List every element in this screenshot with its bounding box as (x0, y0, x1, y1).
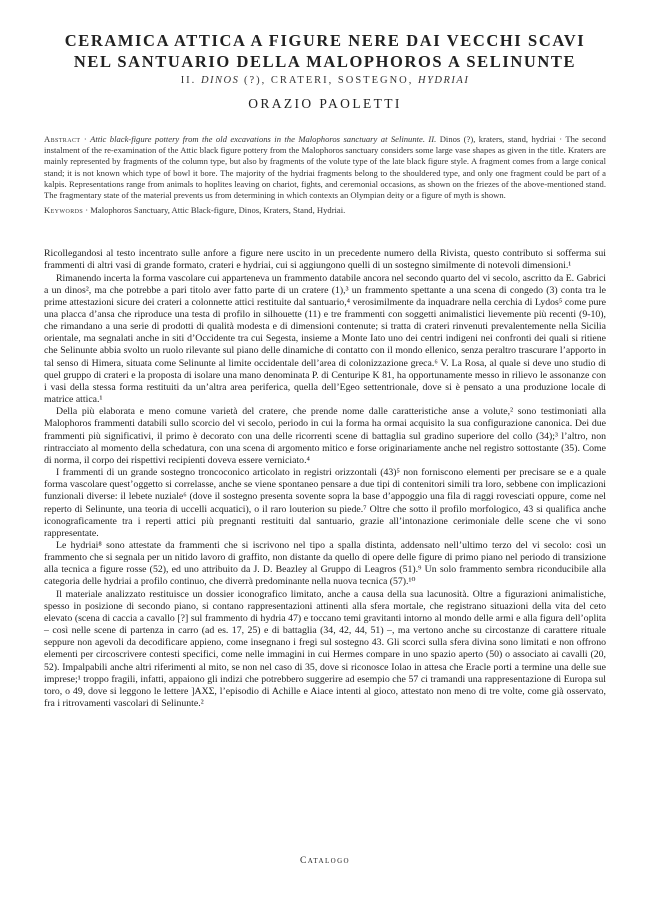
abstract-text: Dinos (?), krаters, stand, hydriai · The second instalment of the re-examination of the Attic black figure pottery from the Malophoros sanctuary considers some large vase shapes as given in the title. Kraters are mainly represented by fragments of the column type, but also by fragments of the volute type of the late black figure style. A fragment comes from a large conical stand; it is not known which type of bowl it bore. The majority of the hydriai fragments belong to the shouldered type, and only one fragment could be part of a kalpis. Representations range from animals to hoplites leaving on chariot, fights, and ceremonial occasions, as shown on the friezes of the above-mentioned stand. The fragmentary state of the material prevents us from determining in which contexts an Olympian deity or a figure of myth is shown. (44, 134, 606, 201)
keywords-label: Keywords (44, 205, 84, 216)
abstract-italic-title: Attic black-figure pottery from the old excavations in the Malophoros sanctuary at Selinunte. II. (90, 134, 437, 144)
body-paragraph-4: I frammenti di un grande sostegno troncoconico articolato in registri orizzontali (43)⁵ non forniscono elementi per precisare se e a quale forma vascolare quest’oggetto si correlasse, anche se viene spontaneo pensare a due tipi di contenitori simili tra loro, sebbene con implicazioni funzionali diverse: il lebete nuziale⁶ (dove il sostegno presenta sovente sopra la base d’appoggio una fila di raggi rovesciati oppure, come nel reperto di Selinunte, una teoria di uccelli acquatici), o il raro louterion su piede.⁷ Oltre che sotto il profilo morfologico, 43 si qualifica anche iconograficamente tra i reperti attici più pregnanti restituiti dal santuario, grazie all’intonazione cerimoniale delle scene che vi sono rappresentate. (44, 467, 606, 539)
title-line-1: CERAMICA ATTICA A FIGURE NERE DAI VECCHI SCAVI (64, 31, 586, 50)
abstract-label: Abstract (44, 134, 81, 144)
keywords-text: · Malophoros Sanctuary, Attic Black-figure, Dinos, Kraters, Stand, Hydriai. (83, 205, 346, 216)
subtitle-dinos: DINOS (200, 75, 240, 86)
keywords (44, 205, 606, 216)
author-name: ORAZIO PAOLETTI (248, 96, 402, 111)
body-paragraph-1: Ricollegandosi al testo incentrato sulle anfore a figure nere uscito in un precedente numero della Rivista, questo contributo si sofferma sui frammenti di altri vasi di grande formato, crateri e hydriai, cui si aggiungono quelli di un sostegno similmente di notevoli dimensioni.¹ (44, 248, 606, 272)
subtitle-part-1: II. (180, 75, 201, 86)
body-paragraph-6: Il materiale analizzato restituisce un dossier iconografico limitato, anche a causa della sua lacunosità. Oltre a figurazioni animalistiche, spesso in posizione di secondo piano, si contano rappresentazioni attinenti alla sfera mortale, che registrano situazioni della vita del ceto elevato (scena di caccia a cavallo [?] sul frammento di hydria 47) e toccano temi gravitanti intorno al mondo delle armi e alla figura dell’oplita – così nelle scene di partenza in carro (ad es. 17, 25) e di battaglia (34, 42, 44, 51) –, ma vertono anche su circostanze di carattere rituale seppure non agevoli da decodificare appieno, come insegnano i fregi sul sostegno 43. Gli scorci sulla sfera divina sono limitati e non offrono elementi per circoscrivere contesti specifici, come nelle immagini in cui Hermes compare in uno spazio aperto (50) o associato ai cavalli (20, 52). Impalpabili anche altri riferimenti al mito, se non nel caso di 35, dove si riconosce Iolao in attesa che Eracle porti a termine una delle sue imprese;¹ troppo fragili, infatti, appaiono gli indizi che potrebbero suggerire ad esempio che 57 ci tramandi una rappresentazione di Europa sul toro, o 49, dove si leggono le lettere ]ΑΧΣ, l’episodio di Achille e Aiace intenti al gioco, attestato non meno di tre volte, come già osservato, fra i ritrovamenti vascolari di Selinunte.² (44, 588, 606, 709)
title-line-2: NEL SANTUARIO DELLA MALOPHOROS A SELINUNTE (73, 52, 577, 71)
subtitle-hydriai: HYDRIAI (417, 75, 470, 86)
article-body (44, 248, 606, 710)
body-paragraph-3: Della più elaborata e meno comune varietà del cratere, che prende nome dalle caratteristiche anse a volute,² sono testimoniati alla Malophoros frammenti databili sullo scorcio del vi secolo, periodo in cui la forma ha ormai acquisito la sua configurazione canonica. Dei due frammenti più significativi, il primo è decorato con una delle ricorrenti scene di battaglia sul gradino superiore del collo (34);³ l’altro, non rintracciato al momento della schedatura, con una scena di argomento mitico e forse originariamente anche nel registro sottostante (35). Come di norma, il corpo dei rispettivi recipienti doveva essere verniciato.⁴ (44, 406, 606, 466)
abstract-separator: · (80, 134, 91, 144)
body-paragraph-2: Rimanendo incerta la forma vascolare cui apparteneva un frammento databile ancora nel secondo quarto del vi secolo, ascritto da E. Gabrici a un dinos², ma che potrebbe a pari titolo aver fatto parte di un cratere (1),³ un frammento spettante a una scena di congedo (3) conta tra le prime attestazioni sicure dei crateri a colonnette attici restituite dal santuario,⁴ verosimilmente da inquadrare nella cerchia di Lydos⁵ come pure una placca d’ansa che riproduce una testa di profilo in silhouette (11) e tre frammenti con soggetti animalistici lievemente più recenti (9-10), che rimandano a una serie di prodotti di qualità modesta e di dimensioni contenute; si tratta di crateri rinvenuti prevalentemente nella Sicilia orientale, ma segnalati anche in siti d’Occidente tra cui Segesta, insieme a Monte Iato uno dei centri indigeni nei confronti dei quali si ritiene che Selinunte abbia svolto un ruolo rilevante sul piano delle dinamiche di contatto con il mondo ellenico, senza peraltro trascurare l’apporto in tal senso di Himera, situata come Selinunte al limite occidentale dell’area di colonizzazione greca.⁶ V. La Rosa, al quale si deve uno studio di quel gruppo di crateri e la proposta di isolare una mano denominata P. di Centuripe K 81, ha opportunamente messo in rilievo le assonanze con i vasi della stessa forma restituiti da un’altra area periferica, quella dell’Egeo settentrionale, dove si è pensato a una produzione locale di matrice attica.¹ (44, 272, 606, 406)
article-subtitle (44, 75, 606, 86)
section-heading-catalogo: Catalogo (299, 856, 351, 866)
abstract (44, 134, 606, 201)
article-title (44, 30, 606, 72)
subtitle-part-2: (?), CRATERI, SOSTEGNO, (239, 75, 418, 86)
body-paragraph-5: Le hydriai⁸ sono attestate da frammenti che si iscrivono nel tipo a spalla distinta, addensato nell’ultimo terzo del vi secolo: così un frammento che si segnala per un nitido lavoro di graffito, non distante da quello di opere delle figure di primo piano nel periodo di transizione alla tecnica a figure rosse (52), ed uno attribuito da J. D. Beazley al Gruppo di Leagros (51).⁹ Un solo frammento sembra riconducibile alla categoria delle hydriai a profilo continuo, che diverrà predominante nella nuova tecnica (57).¹⁰ (44, 539, 606, 588)
